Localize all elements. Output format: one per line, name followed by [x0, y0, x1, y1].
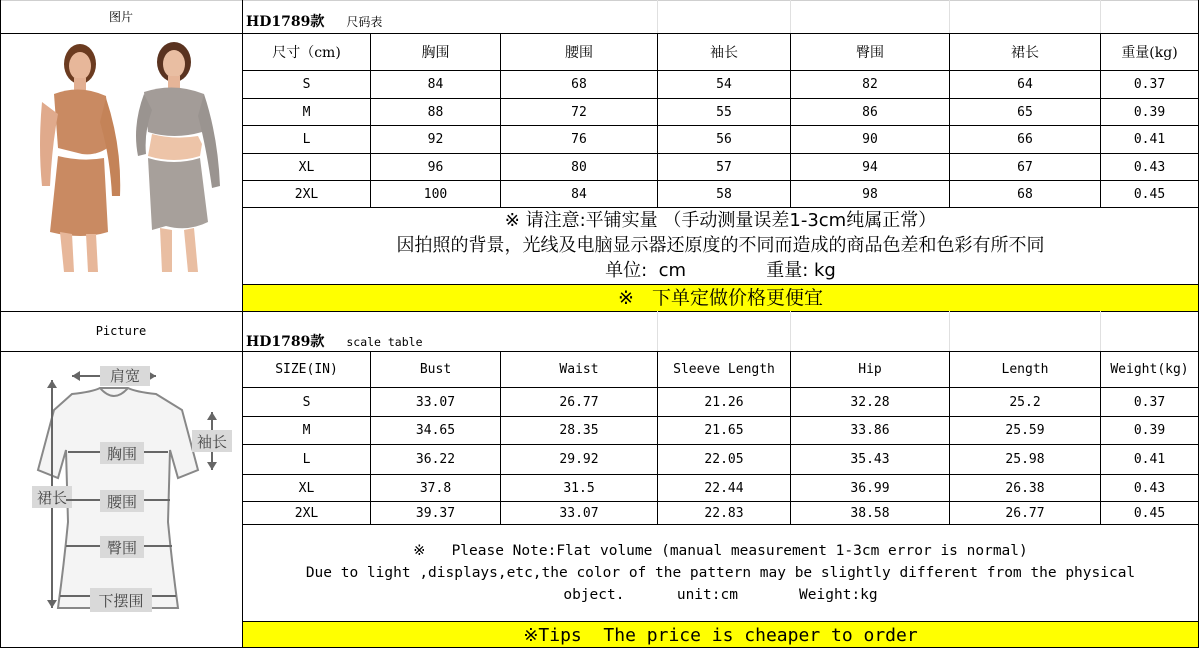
diagram-waist: 腰围: [106, 493, 138, 511]
top-cell: 68: [1017, 186, 1033, 202]
bottom-cell: 29.92: [559, 452, 599, 467]
bottom-cell: S: [302, 394, 311, 410]
top-header-size: 尺寸（cm): [272, 45, 341, 61]
bottom-cell: 21.65: [704, 423, 744, 438]
top-note-line2: 因拍照的背景，光线及电脑显示器还原度的不同而造成的商品色差和色彩有所不同: [396, 235, 1045, 256]
grid-line: [1100, 33, 1101, 208]
top-cell: M: [302, 104, 311, 120]
bottom-cell: 25.98: [1005, 452, 1045, 467]
grid-line: [243, 621, 1199, 622]
bottom-header-sleeve: Sleeve Length: [673, 362, 775, 377]
grid-line: [949, 33, 950, 208]
grid-line: [243, 387, 1199, 388]
grid-line: [0, 33, 1199, 34]
top-cell: 56: [716, 132, 732, 147]
top-cell: 84: [571, 186, 587, 202]
bottom-header-hip: Hip: [858, 362, 882, 377]
top-cell: 2XL: [294, 186, 319, 202]
top-cell: 72: [571, 104, 587, 120]
bottom-cell: 35.43: [850, 452, 890, 467]
top-subtitle: 尺码表: [346, 15, 383, 29]
grid-line: [1100, 311, 1101, 351]
top-cell: 64: [1017, 77, 1033, 92]
bottom-cell: 26.38: [1005, 480, 1045, 496]
top-banner: [243, 285, 1198, 311]
product-photo: [2, 36, 240, 272]
grid-line: [243, 125, 1199, 126]
grid-line: [1100, 351, 1101, 525]
top-title: [246, 11, 382, 31]
top-cell: 66: [1017, 132, 1033, 147]
bottom-cell: 36.22: [415, 452, 456, 467]
top-cell: 76: [571, 132, 587, 147]
top-cell: 68: [571, 77, 587, 92]
grid-line: [370, 33, 371, 208]
grid-line: [242, 0, 243, 648]
bottom-cell: 0.45: [1133, 505, 1166, 521]
bottom-cell: 39.37: [415, 505, 456, 521]
bottom-cell: 0.43: [1133, 480, 1166, 496]
top-cell: 80: [571, 159, 587, 175]
bottom-cell: 22.05: [704, 452, 744, 467]
bottom-header-size: SIZE(IN): [275, 362, 338, 377]
diagram-length: 裙长: [36, 489, 68, 507]
diagram-hip: 臀围: [106, 539, 138, 557]
bottom-cell: 33.86: [850, 423, 890, 438]
bottom-cell: 21.26: [704, 394, 744, 410]
top-cell: 55: [716, 104, 732, 120]
grid-line: [370, 351, 371, 525]
diagram-hem: 下摆围: [98, 592, 144, 610]
photo-label: 图片: [108, 10, 133, 24]
bottom-header-bust: Bust: [419, 362, 452, 377]
bottom-cell: 22.44: [704, 480, 744, 496]
grid-line: [0, 0, 1199, 1]
grid-line: [243, 524, 1199, 525]
bottom-cell: 32.28: [850, 394, 890, 410]
bottom-cell: 33.07: [415, 394, 456, 410]
top-cell: 0.39: [1133, 104, 1166, 120]
top-cell: 0.43: [1133, 159, 1166, 175]
grid-line: [790, 0, 791, 33]
bottom-cell: L: [302, 452, 311, 467]
grid-line: [657, 0, 658, 33]
grid-line: [1100, 0, 1101, 33]
top-cell: 67: [1017, 159, 1033, 175]
top-header-length: 裙长: [1011, 45, 1039, 61]
top-cell: L: [302, 132, 311, 147]
grid-line: [243, 444, 1199, 445]
top-title-code: HD1789款: [246, 14, 325, 30]
top-header-hip: 臀围: [856, 45, 884, 61]
grid-line: [243, 501, 1199, 502]
grid-line: [243, 180, 1199, 181]
top-cell: S: [302, 77, 311, 92]
top-cell: 58: [716, 186, 732, 202]
measurement-diagram-svg: [2, 352, 240, 618]
top-note-line1: ※ 请注意:平铺实量 （手动测量误差1-3cm纯属正常）: [504, 210, 937, 231]
bottom-cell: 38.58: [850, 505, 890, 521]
top-header-weight: 重量(kg): [1121, 45, 1178, 61]
top-header-bust: 胸围: [421, 45, 450, 61]
grid-line: [790, 33, 791, 208]
top-cell: 0.41: [1133, 132, 1166, 147]
grid-line: [0, 0, 1, 648]
bottom-cell: XL: [298, 480, 315, 496]
top-banner-text: ※ 下单定做价格更便宜: [617, 287, 824, 309]
bottom-cell: 0.37: [1133, 394, 1166, 410]
grid-line: [500, 33, 501, 208]
grid-line: [790, 311, 791, 351]
bottom-cell: 36.99: [850, 480, 890, 496]
bottom-banner: [243, 622, 1198, 648]
bottom-cell: 26.77: [559, 394, 599, 410]
bottom-cell: 0.41: [1133, 452, 1166, 467]
top-header-waist: 腰围: [565, 45, 593, 61]
grid-line: [790, 351, 791, 525]
bottom-cell: 25.59: [1005, 423, 1045, 438]
top-cell: 98: [862, 186, 878, 202]
bottom-note-line2: Due to light ,displays,etc,the color of the pattern may be slightly different from the physical: [305, 565, 1136, 581]
top-cell: 65: [1017, 104, 1033, 120]
bottom-cell: 26.77: [1005, 505, 1045, 521]
bottom-cell: 31.5: [563, 480, 595, 496]
top-note-line3: 单位: cm 重量: kg: [605, 260, 836, 281]
grid-line: [0, 311, 1199, 312]
bottom-banner-text: ※Tips The price is cheaper to order: [523, 624, 918, 646]
bottom-note: [243, 540, 1198, 612]
diagram-shoulder: 肩宽: [109, 367, 141, 385]
top-cell: 54: [716, 77, 732, 92]
grid-line: [949, 311, 950, 351]
picture-label: Picture: [95, 324, 147, 338]
grid-line: [243, 153, 1199, 154]
top-header-sleeve: 袖长: [710, 45, 738, 61]
bottom-cell: 0.39: [1133, 423, 1166, 438]
picture-label-cell: [0, 312, 242, 350]
top-cell: 0.37: [1133, 77, 1166, 92]
bottom-header-waist: Waist: [559, 362, 599, 377]
top-cell: 88: [427, 104, 444, 120]
bottom-header-weight: Weight(kg): [1110, 362, 1189, 377]
grid-line: [949, 351, 950, 525]
bottom-header-length: Length: [1001, 362, 1049, 377]
top-cell: 82: [862, 77, 878, 92]
bottom-cell: M: [302, 423, 311, 438]
photo-label-cell: [0, 0, 242, 33]
grid-line: [949, 0, 950, 33]
bottom-cell: 28.35: [559, 423, 599, 438]
grid-line: [243, 98, 1199, 99]
bottom-title: [246, 331, 423, 351]
grid-line: [0, 351, 1199, 352]
top-cell: 96: [427, 159, 444, 175]
bottom-cell: 33.07: [559, 505, 599, 521]
product-photo-svg: [2, 36, 240, 272]
top-cell: 84: [427, 77, 444, 92]
grid-line: [243, 474, 1199, 475]
grid-line: [500, 351, 501, 525]
top-cell: 0.45: [1133, 186, 1166, 202]
bottom-title-code: HD1789款: [246, 334, 325, 350]
top-cell: 100: [423, 186, 448, 202]
top-cell: XL: [298, 159, 315, 175]
top-cell: 57: [716, 159, 732, 175]
grid-line: [243, 416, 1199, 417]
bottom-note-line1: ※ Please Note:Flat volume (manual measurement 1-3cm error is normal): [413, 543, 1028, 559]
bottom-cell: 22.83: [704, 505, 744, 521]
diagram-sleeve: 袖长: [196, 433, 228, 451]
grid-line: [657, 33, 658, 208]
grid-line: [243, 284, 1199, 285]
grid-line: [243, 70, 1199, 71]
diagram-bust: 胸围: [106, 445, 138, 463]
bottom-cell: 25.2: [1009, 394, 1041, 410]
grid-line: [657, 351, 658, 525]
grid-line: [243, 207, 1199, 208]
top-cell: 92: [427, 132, 444, 147]
bottom-subtitle: scale table: [346, 335, 423, 349]
bottom-cell: 37.8: [419, 480, 452, 496]
measurement-diagram: [2, 352, 240, 618]
grid-line: [657, 311, 658, 351]
bottom-cell: 2XL: [294, 505, 319, 521]
top-cell: 90: [862, 132, 878, 147]
bottom-note-line3: object. unit:cm Weight:kg: [563, 587, 878, 603]
bottom-cell: 34.65: [415, 423, 456, 438]
top-cell: 86: [862, 104, 878, 120]
top-note: [243, 208, 1198, 284]
top-cell: 94: [862, 159, 878, 175]
